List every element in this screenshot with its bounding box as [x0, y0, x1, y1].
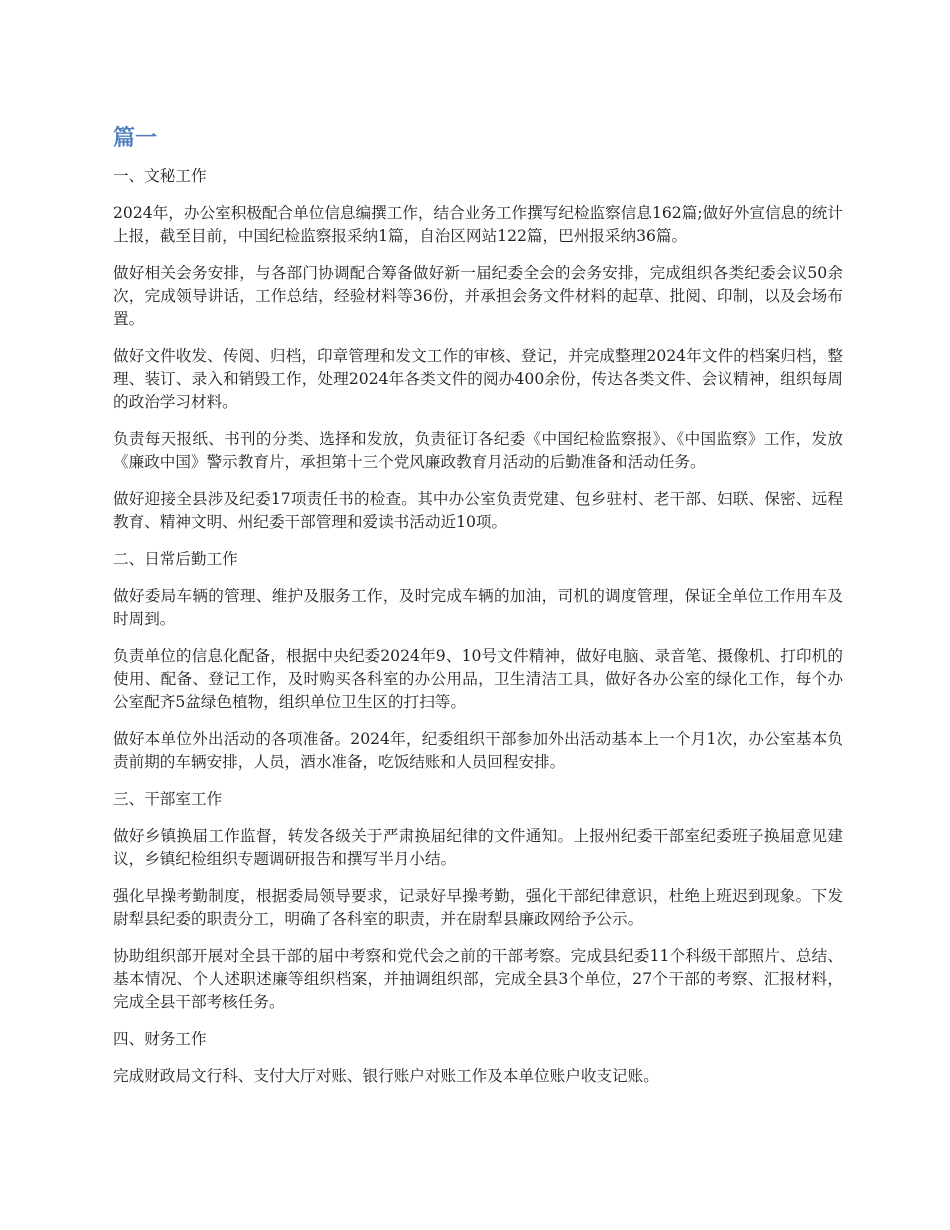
paragraph: 完成财政局文行科、支付大厅对账、银行账户对账工作及本单位账户收支记账。 — [113, 1067, 659, 1085]
section-heading: 一、文秘工作 — [113, 167, 207, 185]
section-heading: 三、干部室工作 — [113, 790, 223, 808]
paragraph: 做好文件收发、传阅、归档，印章管理和发文工作的审核、登记，并完成整理2024年文件的档案归档，整理、装订、录入和销毁工作，处理2024年各类文件的阅办400余份，传达各类文件、会议精神，组织每周的政治学习材料。 — [113, 347, 843, 411]
section-heading: 二、日常后勤工作 — [113, 550, 238, 568]
paragraph: 做好乡镇换届工作监督，转发各级关于严肃换届纪律的文件通知。上报州纪委干部室纪委班子换届意见建议，乡镇纪检组织专题调研报告和撰写半月小结。 — [113, 827, 843, 868]
paragraph: 做好本单位外出活动的各项准备。2024年，纪委组织干部参加外出活动基本上一个月1次，办公室基本负责前期的车辆安排，人员，酒水准备，吃饭结账和人员回程安排。 — [113, 730, 843, 771]
document-title: 篇一 — [113, 126, 158, 151]
paragraph: 做好相关会务安排，与各部门协调配合筹备做好新一届纪委全会的会务安排，完成组织各类纪委会议50余次，完成领导讲话，工作总结，经验材料等36份，并承担会务文件材料的起草、批阅、印制，以及会场布置。 — [113, 264, 843, 328]
paragraph: 强化早操考勤制度，根据委局领导要求，记录好早操考勤，强化干部纪律意识，杜绝上班迟到现象。下发尉犁县纪委的职责分工，明确了各科室的职责，并在尉犁县廉政网给予公示。 — [113, 887, 843, 928]
paragraph: 做好迎接全县涉及纪委17项责任书的检查。其中办公室负责党建、包乡驻村、老干部、妇联、保密、远程教育、精神文明、州纪委干部管理和爱读书活动近10项。 — [113, 490, 843, 531]
paragraph: 2024年，办公室积极配合单位信息编撰工作，结合业务工作撰写纪检监察信息162篇;做好外宣信息的统计上报，截至目前，中国纪检监察报采纳1篇，自治区网站122篇，巴州报采纳36篇。 — [113, 204, 843, 245]
paragraph: 做好委局车辆的管理、维护及服务工作，及时完成车辆的加油，司机的调度管理，保证全单位工作用车及时周到。 — [113, 587, 843, 628]
section-heading: 四、财务工作 — [113, 1030, 207, 1048]
document-page — [113, 122, 843, 1102]
paragraph: 负责每天报纸、书刊的分类、选择和发放，负责征订各纪委《中国纪检监察报》、《中国监察》工作，发放《廉政中国》警示教育片，承担第十三个党风廉政教育月活动的后勤准备和活动任务。 — [113, 430, 843, 471]
paragraph: 协助组织部开展对全县干部的届中考察和党代会之前的干部考察。完成县纪委11个科级干部照片、总结、基本情况、个人述职述廉等组织档案，并抽调组织部，完成全县3个单位，27个干部的考察、汇报材料，完成全县干部考核任务。 — [113, 947, 843, 1011]
paragraph: 负责单位的信息化配备，根据中央纪委2024年9、10号文件精神，做好电脑、录音笔、摄像机、打印机的使用、配备、登记工作，及时购买各科室的办公用品，卫生清洁工具，做好各办公室的绿化工作，每个办公室配齐5盆绿色植物，组织单位卫生区的打扫等。 — [113, 647, 843, 711]
